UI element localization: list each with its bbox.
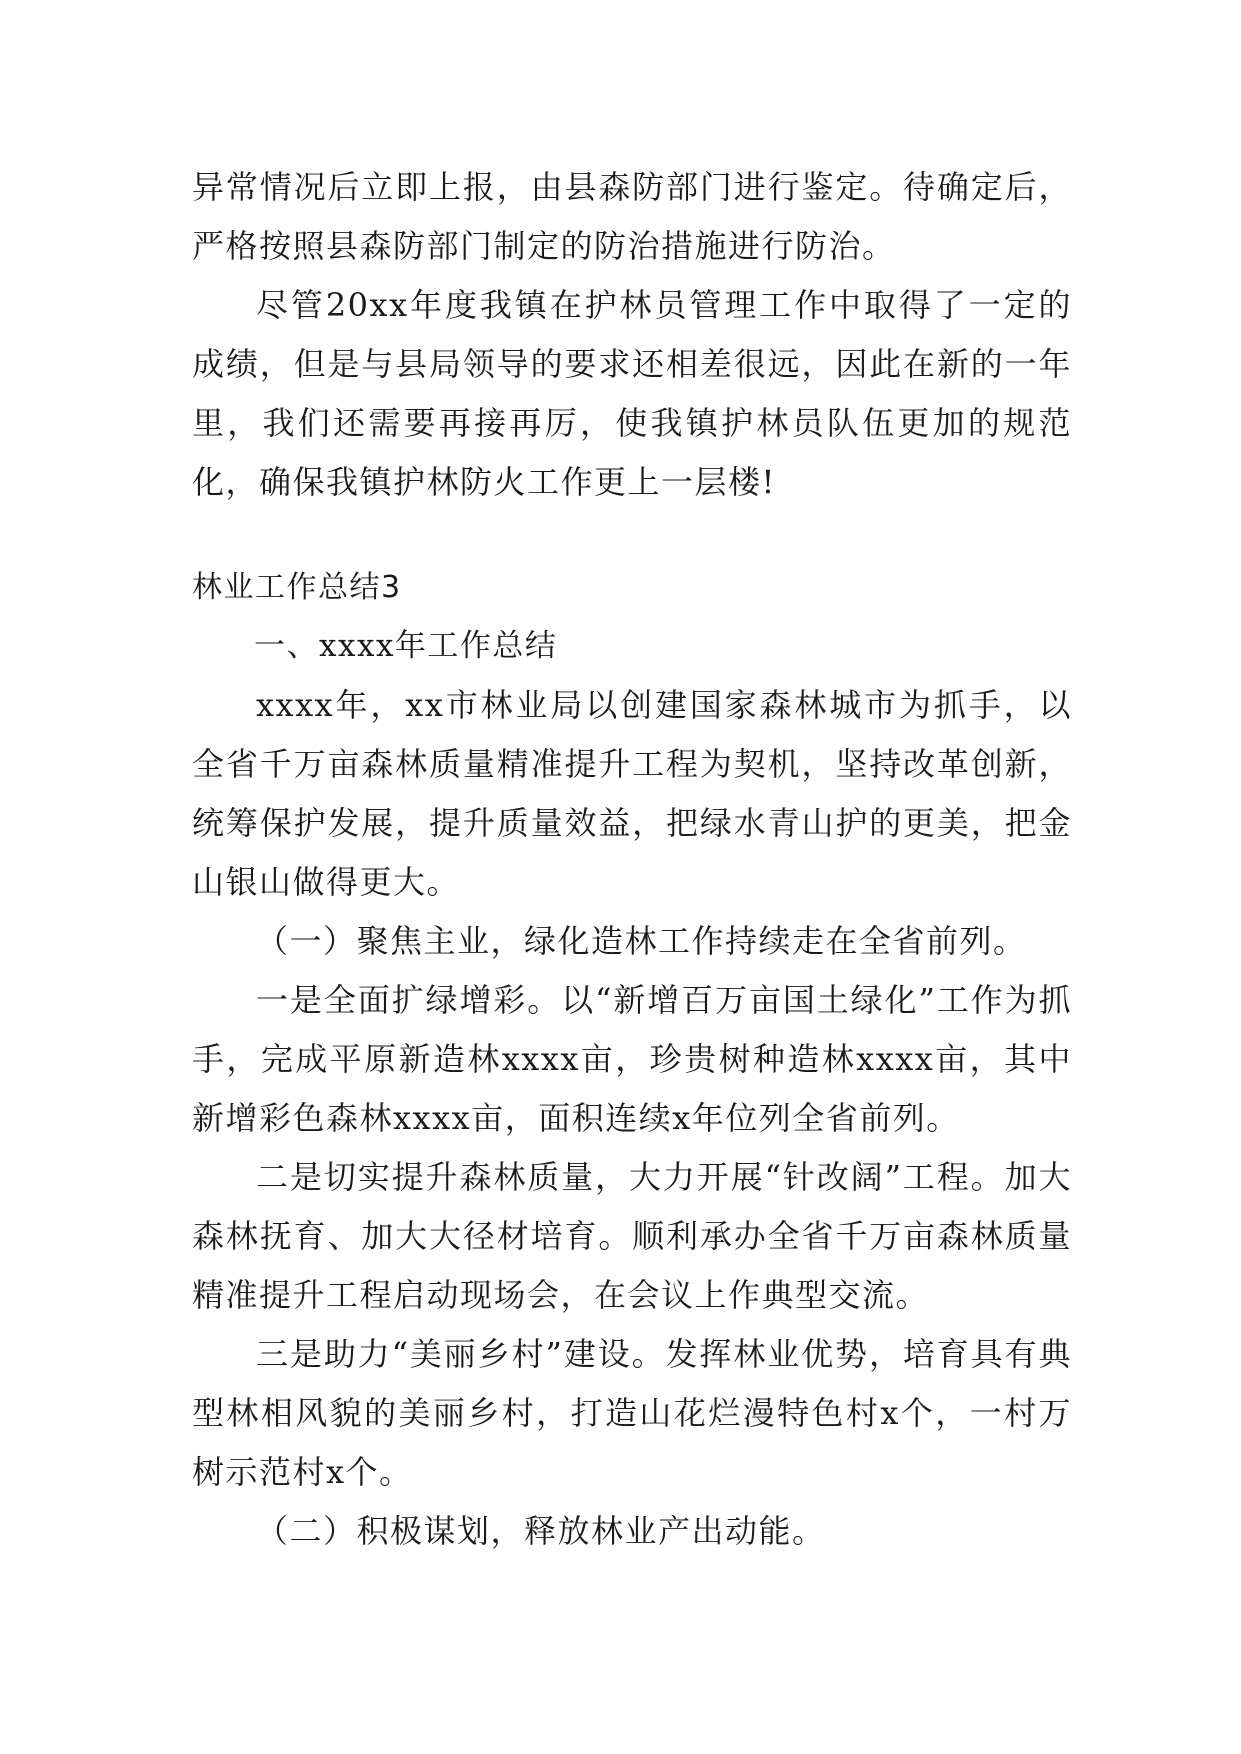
paragraph-intro: xxxx年，xx市林业局以创建国家森林城市为抓手，以全省千万亩森林质量精准提升工程为契机，坚持改革创新，统筹保护发展，提升质量效益，把绿水青山护的更美，把金山银山做得更大。 — [192, 686, 1072, 901]
paragraph-item-2: 二是切实提升森林质量，大力开展“针改阔”工程。加大森林抚育、加大大径材培育。顺利承办全省千万亩森林质量精准提升工程启动现场会，在会议上作典型交流。 — [192, 1158, 1072, 1314]
paragraph-item-3: 三是助力“美丽乡村”建设。发挥林业优势，培育具有典型林相风貌的美丽乡村，打造山花烂漫特色村x个，一村万树示范村x个。 — [192, 1335, 1072, 1491]
paragraph-item-1: 一是全面扩绿增彩。以“新增百万亩国土绿化”工作为抓手，完成平原新造林xxxx亩，珍贵树种造林xxxx亩，其中新增彩色森林xxxx亩，面积连续x年位列全省前列。 — [192, 981, 1072, 1137]
section-heading-summary: 一、xxxx年工作总结 — [254, 628, 558, 664]
sub-heading-2: （二）积极谋划，释放林业产出动能。 — [256, 1512, 826, 1550]
sub-heading-1: （一）聚焦主业，绿化造林工作持续走在全省前列。 — [256, 922, 1027, 960]
paragraph-continued: 异常情况后立即上报，由县森防部门进行鉴定。待确定后，严格按照县森防部门制定的防治措施进行防治。 — [192, 168, 1072, 265]
paragraph-conclusion: 尽管20xx年度我镇在护林员管理工作中取得了一定的成绩，但是与县局领导的要求还相差很远，因此在新的一年里，我们还需要再接再厉，使我镇护林员队伍更加的规范化，确保我镇护林防火工作更上一层楼! — [192, 286, 1072, 501]
section-title: 林业工作总结3 — [192, 570, 402, 605]
document-body — [192, 158, 1072, 1561]
